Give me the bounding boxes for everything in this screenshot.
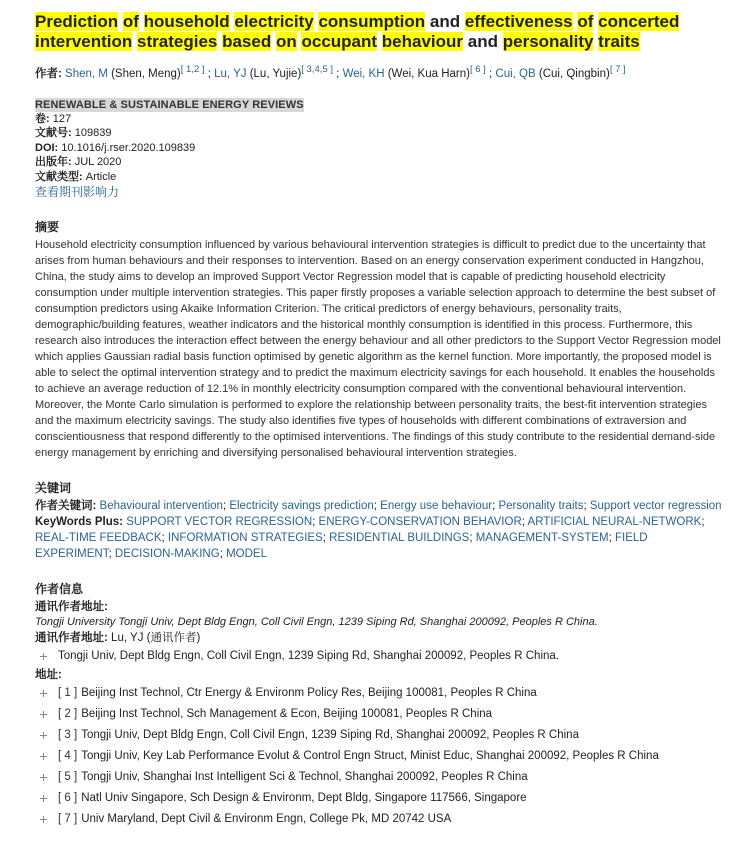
keyword-link[interactable]: Support vector regression xyxy=(589,500,722,513)
title-word: consumption xyxy=(318,12,426,31)
keyword-link[interactable]: ENERGY-CONSERVATION BEHAVIOR xyxy=(318,516,522,529)
address-text: Beijing Inst Technol, Ctr Energy & Environm Policy Res, Beijing 100081, Peoples R China xyxy=(81,687,537,700)
journal-name[interactable]: RENEWABLE & SUSTAINABLE ENERGY REVIEWS xyxy=(35,98,304,111)
keyword-link[interactable]: FIELD EXPERIMENT xyxy=(35,532,648,561)
address-list xyxy=(35,683,753,830)
title-word: of xyxy=(122,12,139,31)
author-link[interactable]: Lu, YJ xyxy=(214,67,247,80)
abstract-text: Household electricity consumption influenced by various behavioural intervention strategies is difficult to predict due to the uncertainty that arises from human behaviours and their responses to intervention. Based on an energy conservation experiment conducted in Hangzhou, China, the study aims to develop an improved Support Vector Regression model that is capable of predicting household electricity consumption under multiple intervention strategies. This paper firstly proposes a variable selection approach to determine the best subset of consumption predictors using Akaike Information Criterion. The critical predictors of energy behaviours, personality traits, demographic/building features, weather indicators and the historical monthly consumption is identified in this process. Furthermore, this research also introduces the interaction effect between the energy behaviour and all other predictors to the Support Vector Regression model which applies Gaussian radial basis function optimised by genetic algorithm as the kernel function. More importantly, the proposed model is able to select the optimal intervention strategy and to predict the maximum electricity savings for each household. It enables the households to achieve an average reduction of 12.1% in monthly electricity consumption compared with the conventional behavioural intervention. Moreover, the Monte Carlo simulation is performed to explore the relationship between personality traits, the best-fit intervention strategies and the maximum electricity savings. The study also identifies five types of households with different combinations of extraversion and conscientiousness that respond differently to the optimised interventions. The findings of this study contribute to the residential demand-side energy management by enriching and diversifying personalised behavioural intervention strategies. xyxy=(35,239,721,460)
keyword-link[interactable]: MANAGEMENT-SYSTEM xyxy=(475,532,609,545)
title-word: strategies xyxy=(137,32,218,51)
meta-value: JUL 2020 xyxy=(71,156,122,169)
keyword-link[interactable]: ARTIFICIAL NEURAL-NETWORK xyxy=(527,516,702,529)
address-text: Tongji Univ, Key Lab Performance Evolut & Control Engn Struct, Minist Educ, Shanghai 200092, Peoples R China xyxy=(81,750,659,763)
address-row[interactable] xyxy=(35,767,753,788)
address-row[interactable] xyxy=(35,746,753,767)
keyword-link[interactable]: Behavioural intervention xyxy=(99,500,223,513)
keyword-link[interactable]: MODEL xyxy=(226,548,267,561)
meta-row xyxy=(35,155,753,170)
author-keywords-label: 作者关键词: xyxy=(35,500,97,513)
journal-impact-link[interactable]: 查看期刊影响力 xyxy=(35,185,120,200)
corresponding-address: Tongji University Tongji Univ, Dept Bldg Engn, Coll Civil Engn, 1239 Siping Rd, Shanghai 200092, Peoples R China. xyxy=(35,616,598,629)
address-number: [ 6 ] xyxy=(58,792,78,805)
expand-plus-icon[interactable] xyxy=(39,752,48,761)
address-number: [ 7 ] xyxy=(58,813,78,826)
title-word: and xyxy=(467,32,498,51)
keywords-heading: 关键词 xyxy=(35,481,72,496)
keyword-link[interactable]: Electricity savings prediction xyxy=(229,500,374,513)
title-word: traits xyxy=(598,32,640,51)
author-full-name: (Cui, Qingbin) xyxy=(535,67,610,80)
authors-label: 作者: xyxy=(35,67,62,80)
author-affiliation-ref[interactable]: [ 7 ] xyxy=(609,64,626,75)
publication-meta xyxy=(35,112,753,185)
address-number: [ 3 ] xyxy=(58,729,78,742)
address-text: Natl Univ Singapore, Sch Design & Environm, Dept Bldg, Singapore 117566, Singapore xyxy=(81,792,527,805)
title-word: intervention xyxy=(35,32,133,51)
keyword-link[interactable]: INFORMATION STRATEGIES xyxy=(167,532,323,545)
addresses-label: 地址: xyxy=(35,669,62,682)
meta-key: 文献类型: xyxy=(35,170,83,183)
expand-plus-icon[interactable] xyxy=(39,689,48,698)
author-link[interactable]: Shen, M xyxy=(65,67,108,80)
meta-key: 卷: xyxy=(35,112,50,125)
authors-line: 作者: Shen, M (Shen, Meng)[ 1,2 ] ; Lu, YJ (Lu, Yujie)[ 3,4,5 ] ; Wei, KH (Wei, Kua Harn)[ 6 ] ; Cui, QB (Cui, Qingbin)[ 7 ] xyxy=(35,64,626,80)
expand-plus-icon[interactable] xyxy=(39,710,48,719)
expand-plus-icon[interactable] xyxy=(39,815,48,824)
meta-row xyxy=(35,170,753,185)
expand-plus-icon[interactable] xyxy=(39,773,48,782)
corresponding-author: Lu, YJ (通讯作者) xyxy=(111,632,201,645)
keyword-link[interactable]: Personality traits xyxy=(498,500,584,513)
meta-row xyxy=(35,126,753,141)
address-row[interactable] xyxy=(35,788,753,809)
author-full-name: (Shen, Meng) xyxy=(107,67,181,80)
meta-value: 127 xyxy=(49,112,72,125)
title-word: Prediction xyxy=(35,12,119,31)
address-row[interactable] xyxy=(35,809,753,830)
address-text: Univ Maryland, Dept Civil & Environm Engn, College Pk, MD 20742 USA xyxy=(81,813,452,826)
author-full-name: (Wei, Kua Harn) xyxy=(384,67,470,80)
corresponding-author-line xyxy=(35,630,753,646)
title-word: based xyxy=(222,32,272,51)
keyword-link[interactable]: Energy use behaviour xyxy=(380,500,493,513)
address-number: [ 4 ] xyxy=(58,750,78,763)
title-word: and xyxy=(429,12,461,31)
title-word: concerted xyxy=(598,12,680,31)
author-affiliation-ref[interactable]: [ 1,2 ] xyxy=(180,64,205,75)
author-affiliation-ref[interactable]: [ 3,4,5 ] xyxy=(301,64,333,75)
title-word: on xyxy=(275,32,297,51)
meta-key: DOI: xyxy=(35,141,59,154)
meta-row xyxy=(35,112,753,127)
keyword-link[interactable]: SUPPORT VECTOR REGRESSION xyxy=(126,516,313,529)
meta-row xyxy=(35,141,753,156)
address-text: Tongji Univ, Dept Bldg Engn, Coll Civil Engn, 1239 Siping Rd, Shanghai 200092, Peoples R China xyxy=(81,729,579,742)
title-word: household xyxy=(143,12,230,31)
author-full-name: (Lu, Yujie) xyxy=(246,67,302,80)
title-word: effectiveness xyxy=(464,12,573,31)
address-row[interactable] xyxy=(35,725,753,746)
expand-plus-icon[interactable] xyxy=(39,731,48,740)
meta-value: 109839 xyxy=(71,127,112,140)
expand-plus-icon[interactable] xyxy=(39,794,48,803)
address-number: [ 1 ] xyxy=(58,687,78,700)
meta-key: 出版年: xyxy=(35,156,72,169)
author-keywords: 作者关键词: Behavioural intervention; Electricity savings prediction; Energy use behaviour; Personality traits; Support vector regression xyxy=(35,500,722,513)
corresponding-expand-row[interactable] xyxy=(35,646,753,667)
keyword-link[interactable]: DECISION-MAKING xyxy=(114,548,220,561)
meta-value: Article xyxy=(82,170,117,183)
keywords-plus: KeyWords Plus: SUPPORT VECTOR REGRESSION; ENERGY-CONSERVATION BEHAVIOR; ARTIFICIAL NEURAL-NETWORK; REAL-TIME FEEDBACK; INFORMATION STRATEGIES; RESIDENTIAL BUILDINGS; MANAGEMENT-SYSTEM; FIELD EXPERIMENT; DECISION-MAKING; MODEL xyxy=(35,516,705,561)
author-info-heading: 作者信息 xyxy=(35,582,84,597)
title-word: behaviour xyxy=(381,32,464,51)
abstract-heading: 摘要 xyxy=(35,220,60,235)
expand-plus-icon[interactable] xyxy=(39,652,48,661)
keyword-link[interactable]: RESIDENTIAL BUILDINGS xyxy=(329,532,470,545)
address-row[interactable] xyxy=(35,683,753,704)
address-text: Tongji Univ, Shanghai Inst Intelligent Sci & Technol, Shanghai 200092, Peoples R China xyxy=(81,771,528,784)
address-row[interactable] xyxy=(35,704,753,725)
keywords-plus-label: KeyWords Plus: xyxy=(35,516,123,529)
meta-value: 10.1016/j.rser.2020.109839 xyxy=(58,141,196,154)
author-link[interactable]: Wei, KH xyxy=(342,67,385,80)
address-number: [ 2 ] xyxy=(58,708,78,721)
title-word: of xyxy=(577,12,594,31)
address-text: Beijing Inst Technol, Sch Management & Econ, Beijing 100081, Peoples R China xyxy=(81,708,493,721)
corresponding-address-label: 通讯作者地址: xyxy=(35,601,108,614)
author-link[interactable]: Cui, QB xyxy=(495,67,536,80)
title-word: personality xyxy=(502,32,594,51)
author-affiliation-ref[interactable]: [ 6 ] xyxy=(469,64,486,75)
meta-key: 文献号: xyxy=(35,127,72,140)
corresponding-expand-address: Tongji Univ, Dept Bldg Engn, Coll Civil Engn, 1239 Siping Rd, Shanghai 200092, Peoples R China. xyxy=(58,650,559,663)
address-number: [ 5 ] xyxy=(58,771,78,784)
article-title xyxy=(35,12,715,52)
keyword-link[interactable]: REAL-TIME FEEDBACK xyxy=(35,532,162,545)
title-word: occupant xyxy=(301,32,378,51)
corresponding-author-label: 通讯作者地址: xyxy=(35,632,108,645)
title-word: electricity xyxy=(234,12,314,31)
